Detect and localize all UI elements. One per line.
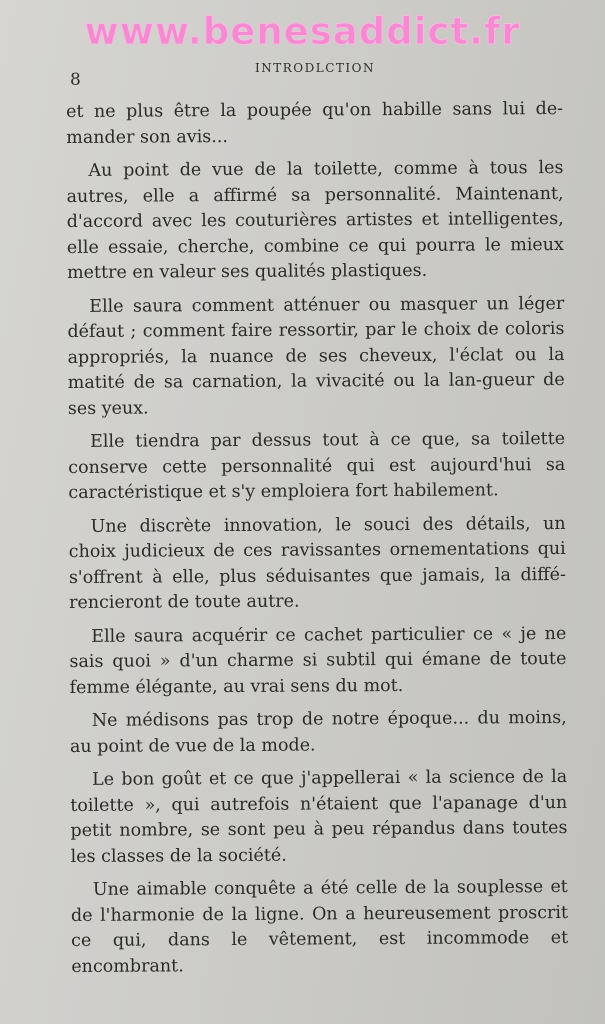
paragraph: Une aimable conquête a été celle de la souplesse et de l'harmonie de la ligne. On a heureusement proscrit ce qui, dans le vêtement, est incommode et encombrant. [70, 876, 569, 977]
paragraph: Elle saura acquérir ce cachet particulier ce « je ne sais quoi » d'un charme si subtil qui émane de toute femme élégante, au vrai sens du mot. [69, 623, 567, 698]
paragraph: et ne plus être la poupée qu'on habille sans lui de-mander son avis... [66, 98, 564, 148]
running-title: INTRODLCTION [255, 61, 375, 75]
paragraph: Ne médisons pas trop de notre époque... du moins, au point de vue de la mode. [69, 707, 567, 757]
paragraph: Elle tiendra par dessus tout à ce que, sa toilette conserve cette personnalité qui est aujourd'hui sa caractéristique et s'y emploiera fort habilement. [68, 428, 566, 503]
page-number: 8 [70, 70, 81, 90]
paragraph: Une discrète innovation, le souci des détails, un choix judicieux de ces ravissantes ornementations qui s'offrent à elle, plus séduisantes que jamais, la diffé-rencieront de toute autre. [68, 513, 566, 613]
paragraph: Elle saura comment atténuer ou masquer un léger défaut ; comment faire ressortir, par le choix de coloris appropriés, la nuance de ses cheveux, l'éclat ou la matité de sa carnation, la vivacité ou la lan-gueur de ses yeux. [67, 293, 565, 419]
paragraph: Au point de vue de la toilette, comme à tous les autres, elle a affirmé sa personnalité. Maintenant, d'accord avec les couturières artistes et intelligentes, elle essaie, cherche, combine ce qui pourra le mieux mettre en valeur ses qualités plastiques. [66, 157, 564, 283]
body-text [66, 97, 568, 988]
website-watermark: www.benesaddict.fr [84, 10, 521, 53]
paragraph: Le bon goût et ce que j'appellerai « la science de la toilette », qui autrefois n'étaient que l'apanage d'un petit nombre, se sont peu à peu répandus dans toutes les classes de la société. [70, 766, 568, 867]
